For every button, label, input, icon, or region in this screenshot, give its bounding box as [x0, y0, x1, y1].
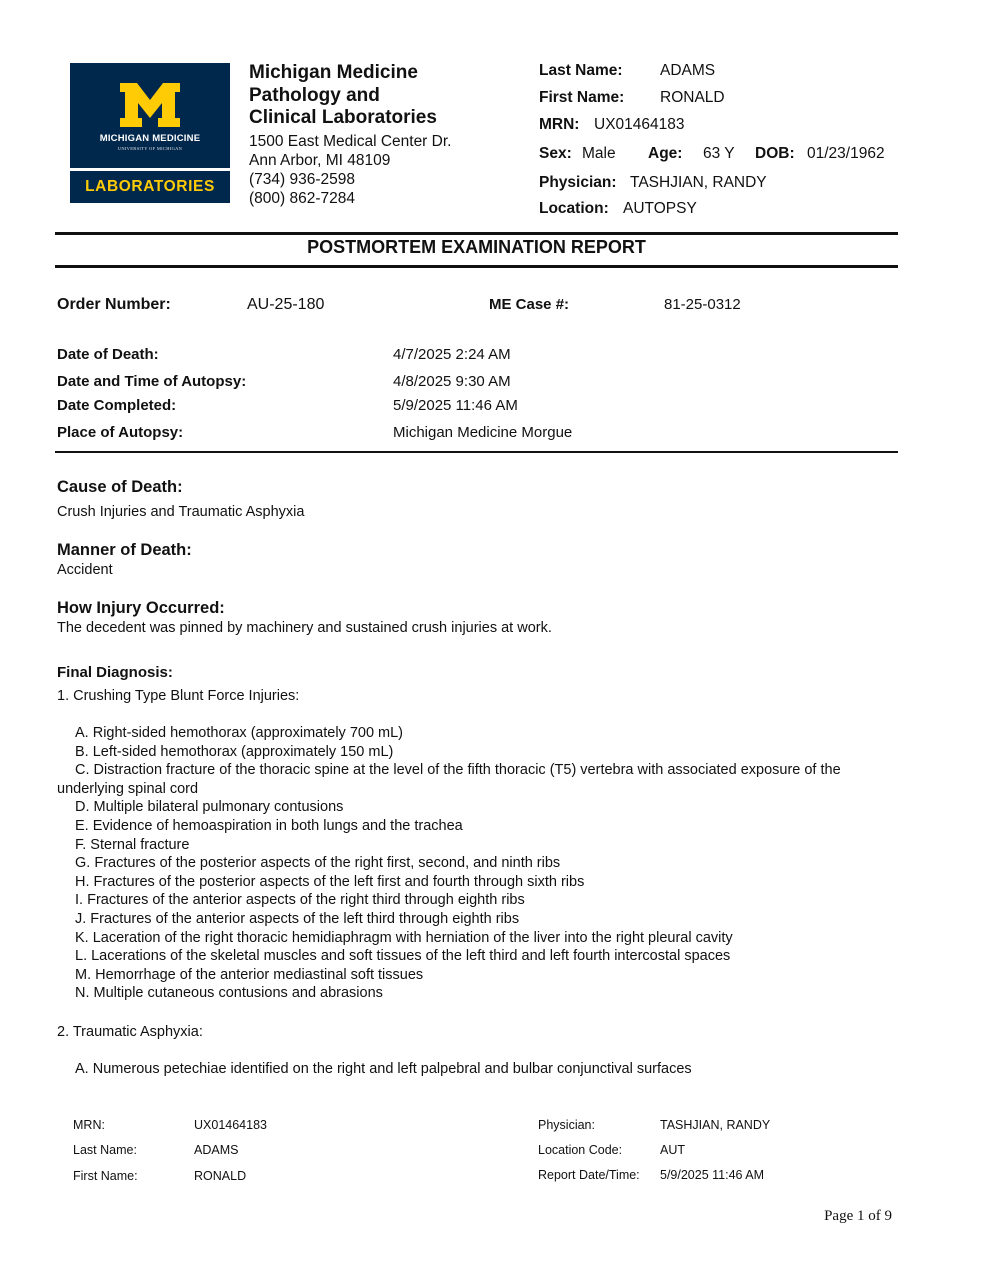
patient-mrn: UX01464183	[594, 116, 685, 133]
lab-address	[249, 132, 451, 208]
how-injury-label: How Injury Occurred:	[57, 599, 225, 617]
manner-of-death-label: Manner of Death:	[57, 541, 192, 559]
date-completed: 5/9/2025 11:46 AM	[393, 397, 518, 414]
lab-address-line2: Ann Arbor, MI 48109	[249, 152, 391, 169]
title-rule-bottom	[55, 265, 898, 268]
diagnosis-item: H. Fractures of the posterior aspects of the left first and fourth through sixth ribs	[75, 873, 585, 890]
footer-last-name: ADAMS	[194, 1143, 239, 1157]
patient-first-name-row	[539, 89, 624, 107]
how-injury-text: The decedent was pinned by machinery and sustained crush injuries at work.	[57, 620, 552, 636]
diagnosis-item: J. Fractures of the anterior aspects of the left third through eighth ribs	[75, 910, 520, 927]
autopsy-datetime-label: Date and Time of Autopsy:	[57, 373, 247, 390]
sex-label: Sex:	[539, 145, 572, 162]
diagnosis-item: M. Hemorrhage of the anterior mediastinal soft tissues	[75, 966, 424, 983]
diagnosis-item: C. Distraction fracture of the thoracic spine at the level of the fifth thoracic (T5) vertebra with associated exposure of the underlying spinal cord	[57, 762, 841, 797]
patient-first-name: RONALD	[660, 89, 725, 106]
place-of-autopsy: Michigan Medicine Morgue	[393, 424, 573, 441]
footer-first-name-label: First Name:	[73, 1169, 138, 1183]
cause-of-death: Crush Injuries and Traumatic Asphyxia	[57, 504, 305, 520]
block-m-icon	[120, 83, 180, 127]
location-label-wrap	[539, 200, 609, 218]
order-number: AU-25-180	[247, 296, 325, 313]
dob-label-wrap	[755, 145, 795, 163]
diagnosis-item: A. Numerous petechiae identified on the right and left palpebral and bulbar conjunctival surfaces	[75, 1061, 692, 1077]
diagnosis-item: F. Sternal fracture	[75, 836, 190, 853]
diagnosis-item: G. Fractures of the posterior aspects of the right first, second, and ninth ribs	[75, 855, 561, 872]
physician-label-wrap	[539, 174, 617, 192]
diagnosis-item: E. Evidence of hemoaspiration in both lungs and the trachea	[75, 817, 463, 834]
diagnosis-item: I. Fractures of the anterior aspects of the right third through eighth ribs	[75, 892, 525, 909]
cause-of-death-label: Cause of Death:	[57, 478, 183, 496]
place-of-autopsy-label: Place of Autopsy:	[57, 424, 184, 441]
footer-physician-label: Physician:	[538, 1118, 595, 1132]
footer-mrn-label: MRN:	[73, 1118, 105, 1132]
lab-phone-1: (734) 936-2598	[249, 171, 355, 188]
diagnosis-item: L. Lacerations of the skeletal muscles and soft tissues of the left third and left fourth intercostal spaces	[75, 948, 731, 965]
physician-label: Physician:	[539, 174, 617, 191]
footer-last-name-label: Last Name:	[73, 1143, 137, 1157]
diagnosis-item: D. Multiple bilateral pulmonary contusions	[75, 799, 344, 816]
dob-label: DOB:	[755, 145, 795, 162]
final-diagnosis-label: Final Diagnosis:	[57, 664, 173, 681]
section-rule	[55, 451, 898, 453]
lab-name-line1: Michigan Medicine	[249, 62, 418, 83]
footer-location-code-label: Location Code:	[538, 1143, 623, 1157]
michigan-medicine-logo	[70, 63, 230, 168]
footer-physician: TASHJIAN, RANDY	[660, 1118, 771, 1132]
diagnosis-2-heading: 2. Traumatic Asphyxia:	[57, 1024, 203, 1040]
order-number-label: Order Number:	[57, 296, 171, 313]
location-label: Location:	[539, 200, 609, 217]
lab-name-line3: Clinical Laboratories	[249, 107, 437, 128]
footer-report-datetime: 5/9/2025 11:46 AM	[660, 1168, 765, 1182]
age-label: Age:	[648, 145, 683, 162]
page-number: Page 1 of 9	[824, 1208, 892, 1224]
footer-location-code: AUT	[660, 1143, 685, 1157]
patient-last-name-row	[539, 62, 623, 80]
logo-university-text: UNIVERSITY OF MICHIGAN	[117, 146, 183, 151]
date-of-death: 4/7/2025 2:24 AM	[393, 346, 511, 363]
mrn-label: MRN:	[539, 116, 580, 133]
patient-physician: TASHJIAN, RANDY	[630, 174, 767, 191]
footer-mrn: UX01464183	[194, 1118, 267, 1132]
me-case-number: 81-25-0312	[664, 296, 741, 313]
manner-of-death: Accident	[57, 562, 113, 578]
diagnosis-1-list	[57, 724, 907, 1003]
patient-dob: 01/23/1962	[807, 145, 885, 162]
diagnosis-1-heading: 1. Crushing Type Blunt Force Injuries:	[57, 688, 300, 704]
autopsy-datetime: 4/8/2025 9:30 AM	[393, 373, 511, 390]
patient-last-name: ADAMS	[660, 62, 716, 79]
patient-sex: Male	[582, 145, 616, 162]
lab-phone-2: (800) 862-7284	[249, 190, 355, 207]
patient-age: 63 Y	[703, 145, 735, 162]
age-label-wrap	[648, 145, 682, 163]
patient-mrn-row	[539, 116, 579, 134]
patient-location: AUTOPSY	[623, 200, 697, 217]
lab-address-line1: 1500 East Medical Center Dr.	[249, 133, 452, 150]
diagnosis-item: B. Left-sided hemothorax (approximately 150 mL)	[75, 743, 394, 760]
diagnosis-item: A. Right-sided hemothorax (approximately 700 mL)	[75, 725, 404, 741]
title-rule-top	[55, 232, 898, 235]
footer-report-datetime-label: Report Date/Time:	[538, 1168, 640, 1182]
lab-name-line2: Pathology and	[249, 84, 380, 106]
diagnosis-item: K. Laceration of the right thoracic hemidiaphragm with herniation of the liver into the right pleural cavity	[75, 929, 733, 946]
last-name-label: Last Name:	[539, 62, 623, 79]
date-completed-label: Date Completed:	[57, 397, 177, 414]
me-case-label: ME Case #:	[489, 296, 570, 313]
sex-label-wrap	[539, 145, 572, 163]
date-of-death-label: Date of Death:	[57, 346, 159, 363]
lab-name	[249, 62, 437, 130]
diagnosis-item: N. Multiple cutaneous contusions and abrasions	[75, 985, 383, 1002]
report-title: POSTMORTEM EXAMINATION REPORT	[307, 237, 646, 257]
logo-org-text: MICHIGAN MEDICINE	[99, 133, 201, 144]
footer-first-name: RONALD	[194, 1169, 247, 1183]
first-name-label: First Name:	[539, 89, 625, 106]
logo-laboratories-text: LABORATORIES	[85, 178, 215, 195]
logo-laboratories-banner	[70, 171, 230, 203]
